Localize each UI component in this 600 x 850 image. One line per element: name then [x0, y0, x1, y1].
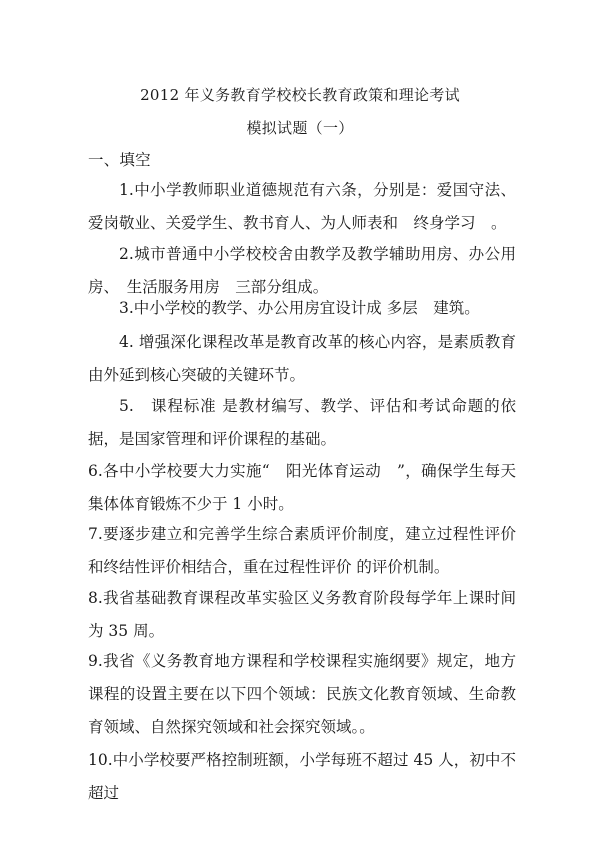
- question-10: 10.中小学校要严格控制班额，小学每班不超过 45 人，初中不超过: [88, 751, 516, 802]
- question-9: 9.我省《义务教育地方课程和学校课程实施纲要》规定，地方课程的设置主要在以下四个领域：民族文化教育领域、生命教育领域、自然探究领域和社会探究领域。。: [88, 652, 516, 736]
- document-subtitle: 模拟试题（一）: [246, 119, 354, 137]
- section-heading: 一、填空: [88, 151, 151, 169]
- question-3: 3.中小学校的教学、办公用房宜设计成 多层 建筑。: [119, 299, 480, 317]
- document-title: 2012 年义务教育学校校长教育政策和理论考试: [140, 86, 460, 104]
- question-7: 7.要逐步建立和完善学生综合素质评价制度，建立过程性评价和终结性评价相结合，重在过程性评价 的评价机制。: [88, 525, 516, 576]
- question-1: 1.中小学教师职业道德规范有六条，分别是：爱国守法、爱岗敬业、关爱学生、教书育人、为人师表和 终身学习 。: [88, 181, 516, 232]
- question-4: 4. 增强深化课程改革是教育改革的核心内容，是素质教育由外延到核心突破的关键环节。: [88, 333, 516, 384]
- question-8: 8.我省基础教育课程改革实验区义务教育阶段每学年上课时间为 35 周。: [88, 589, 516, 640]
- question-2: 2.城市普通中小学校校舍由教学及教学辅助用房、办公用房、 生活服务用房 三部分组成。: [88, 245, 516, 296]
- question-6: 6.各中小学校要大力实施“ 阳光体育运动 ”，确保学生每天集体体育锻炼不少于 1 小时。: [88, 462, 516, 513]
- question-5: 5. 课程标准 是教材编写、教学、评估和考试命题的依据，是国家管理和评价课程的基础。: [88, 397, 516, 448]
